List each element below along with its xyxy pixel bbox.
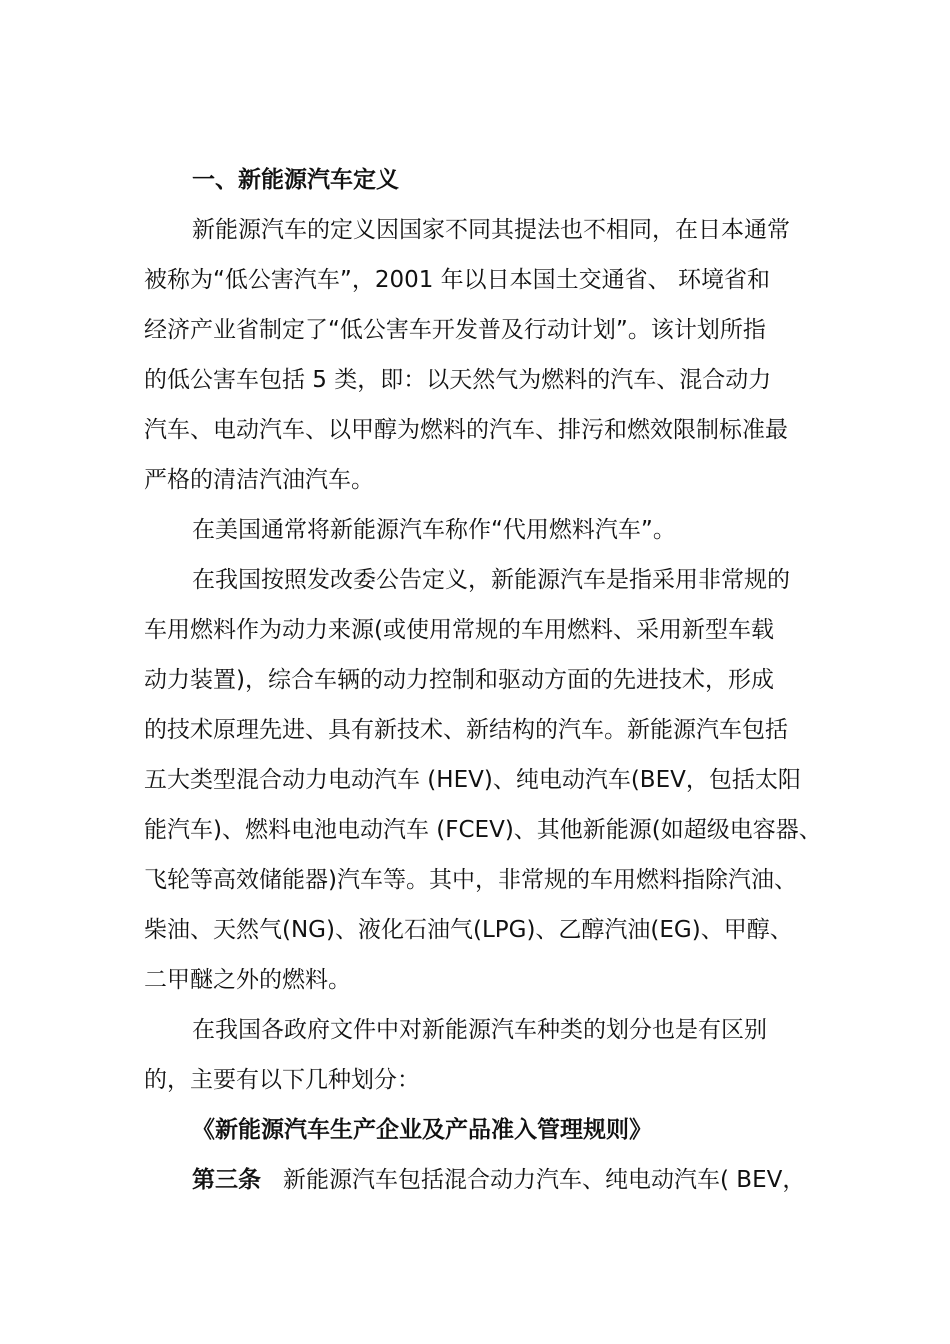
text-line: 经济产业省制定了“低公害车开发普及行动计划”。该计划所指 — [144, 317, 766, 343]
text-line: 的，主要有以下几种划分： — [144, 1067, 420, 1093]
text-line: 二甲醚之外的燃料。 — [144, 967, 351, 993]
text-line: 动力装置)，综合车辆的动力控制和驱动方面的先进技术，形成 — [144, 667, 774, 693]
text-line: 新能源汽车的定义因国家不同其提法也不相同，在日本通常 — [192, 217, 790, 243]
text-line: 在我国按照发改委公告定义，新能源汽车是指采用非常规的 — [192, 567, 790, 593]
paragraph-japan — [144, 205, 814, 505]
text-line: 五大类型混合动力电动汽车 (HEV)、纯电动汽车(BEV，包括太阳 — [144, 767, 801, 793]
article-text: 新能源汽车包括混合动力汽车、纯电动汽车( BEV， — [283, 1167, 806, 1193]
paragraph-classification — [144, 1005, 814, 1105]
text-line: 在我国各政府文件中对新能源汽车种类的划分也是有区别 — [192, 1017, 767, 1043]
text-line: 能汽车)、燃料电池电动汽车 (FCEV)、其他新能源(如超级电容器、 — [144, 817, 822, 843]
document-page — [144, 155, 822, 1205]
article-label: 第三条 — [192, 1167, 261, 1193]
section-heading: 一、新能源汽车定义 — [192, 167, 399, 193]
paragraph-china — [144, 555, 822, 1005]
text-line: 车用燃料作为动力来源(或使用常规的车用燃料、采用新型车载 — [144, 617, 774, 643]
text-line: 汽车、电动汽车、以甲醇为燃料的汽车、排污和燃效限制标准最 — [144, 417, 788, 443]
text-line: 在美国通常将新能源汽车称作“代用燃料汽车”。 — [192, 517, 676, 543]
text-line: 的技术原理先进、具有新技术、新结构的汽车。新能源汽车包括 — [144, 717, 788, 743]
article-line — [144, 1155, 814, 1205]
text-line: 飞轮等高效储能器)汽车等。其中，非常规的车用燃料指除汽油、 — [144, 867, 797, 893]
text-line: 被称为“低公害汽车”，2001 年以日本国土交通省、 环境省和 — [144, 267, 770, 293]
text-line: 严格的清洁汽油汽车。 — [144, 467, 374, 493]
text-line: 柴油、天然气(NG)、液化石油气(LPG)、乙醇汽油(EG)、甲醇、 — [144, 917, 793, 943]
regulation-title: 《新能源汽车生产企业及产品准入管理规则》 — [192, 1117, 652, 1143]
text-line: 的低公害车包括 5 类，即：以天然气为燃料的汽车、混合动力 — [144, 367, 772, 393]
paragraph-usa — [144, 505, 814, 555]
